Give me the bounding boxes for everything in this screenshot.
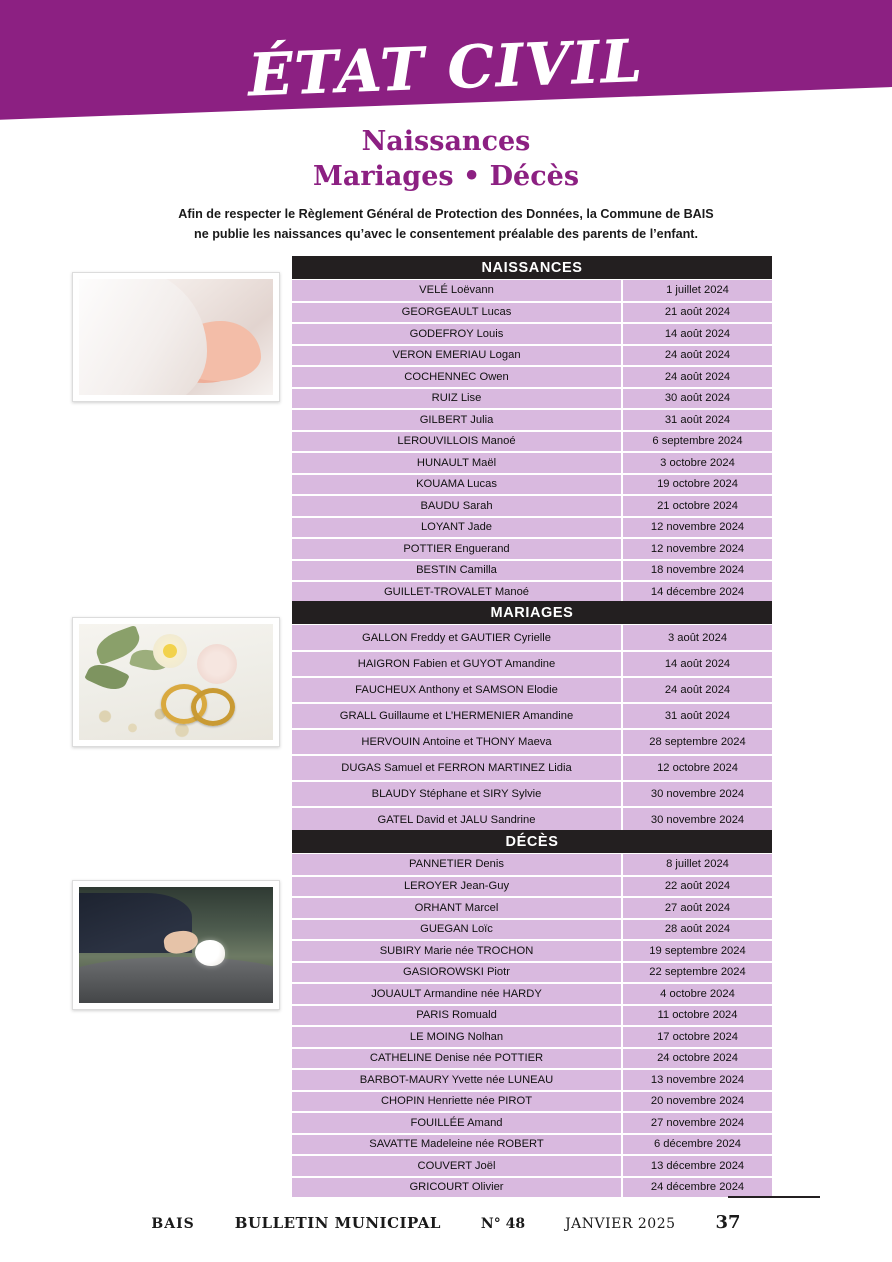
wedding-rings-photo [72,617,280,747]
table-row [292,729,772,755]
rgpd-note [96,205,796,244]
row-name: RUIZ Lise [292,388,622,410]
footer-rule [728,1196,820,1198]
row-date: 21 octobre 2024 [622,495,772,517]
row-name: BLAUDY Stéphane et SIRY Sylvie [292,781,622,807]
row-date: 24 août 2024 [622,366,772,388]
row-date: 31 août 2024 [622,703,772,729]
row-name: SAVATTE Madeleine née ROBERT [292,1134,622,1156]
row-date: 24 décembre 2024 [622,1177,772,1199]
subtitle-naissances: Naissances [361,126,531,157]
table-row [292,1155,772,1177]
page-banner [0,0,892,132]
row-name: GRALL Guillaume et L’HERMENIER Amandine [292,703,622,729]
row-name: POTTIER Enguerand [292,538,622,560]
funeral-rose-photo [72,880,280,1010]
page-footer [0,1212,892,1233]
table-row [292,876,772,898]
footer-page-number: 37 [715,1212,741,1233]
row-name: FAUCHEUX Anthony et SAMSON Elodie [292,677,622,703]
row-date: 27 novembre 2024 [622,1112,772,1134]
row-name: COCHENNEC Owen [292,366,622,388]
table-row [292,538,772,560]
row-name: GODEFROY Louis [292,323,622,345]
row-date: 14 août 2024 [622,651,772,677]
row-name: ORHANT Marcel [292,897,622,919]
row-date: 24 octobre 2024 [622,1048,772,1070]
row-name: VERON EMERIAU Logan [292,345,622,367]
table-row [292,1069,772,1091]
row-date: 12 novembre 2024 [622,538,772,560]
row-name: CATHELINE Denise née POTTIER [292,1048,622,1070]
row-name: HAIGRON Fabien et GUYOT Amandine [292,651,622,677]
row-name: GUILLET-TROVALET Manoé [292,581,622,603]
table-row [292,651,772,677]
table-row [292,983,772,1005]
table-row [292,388,772,410]
table-row [292,1048,772,1070]
table-row [292,940,772,962]
row-name: GRICOURT Olivier [292,1177,622,1199]
row-name: GEORGEAULT Lucas [292,302,622,324]
row-date: 20 novembre 2024 [622,1091,772,1113]
row-name: BESTIN Camilla [292,560,622,582]
table-row [292,280,772,302]
row-date: 8 juillet 2024 [622,854,772,876]
table-row [292,854,772,876]
row-date: 3 août 2024 [622,625,772,651]
row-date: 30 novembre 2024 [622,807,772,833]
row-name: SUBIRY Marie née TROCHON [292,940,622,962]
table-row [292,495,772,517]
table-naissances [292,280,772,604]
row-name: DUGAS Samuel et FERRON MARTINEZ Lidia [292,755,622,781]
table-row [292,366,772,388]
row-date: 30 août 2024 [622,388,772,410]
row-date: 13 novembre 2024 [622,1069,772,1091]
rgpd-note-line2: ne publie les naissances qu’avec le consentement préalable des parents de l’enfant. [194,226,698,241]
footer-commune: BAIS [151,1216,195,1232]
baby-feet-photo [72,272,280,402]
row-date: 28 septembre 2024 [622,729,772,755]
row-date: 22 août 2024 [622,876,772,898]
row-date: 3 octobre 2024 [622,452,772,474]
row-name: GUEGAN Loïc [292,919,622,941]
row-date: 17 octobre 2024 [622,1026,772,1048]
row-date: 19 septembre 2024 [622,940,772,962]
table-row [292,625,772,651]
row-date: 18 novembre 2024 [622,560,772,582]
footer-bulletin: BULLETIN MUNICIPAL [234,1214,441,1232]
table-row [292,677,772,703]
row-date: 6 décembre 2024 [622,1134,772,1156]
row-date: 11 octobre 2024 [622,1005,772,1027]
row-name: LE MOING Nolhan [292,1026,622,1048]
row-name: JOUAULT Armandine née HARDY [292,983,622,1005]
table-row [292,1177,772,1199]
row-name: HERVOUIN Antoine et THONY Maeva [292,729,622,755]
row-name: PANNETIER Denis [292,854,622,876]
table-row [292,897,772,919]
table-row [292,452,772,474]
row-date: 12 octobre 2024 [622,755,772,781]
row-date: 6 septembre 2024 [622,431,772,453]
row-date: 14 décembre 2024 [622,581,772,603]
section-header-naissances: NAISSANCES [292,256,772,279]
table-deces [292,854,772,1199]
section-subtitles [0,125,892,194]
table-row [292,755,772,781]
row-date: 14 août 2024 [622,323,772,345]
row-date: 21 août 2024 [622,302,772,324]
row-date: 31 août 2024 [622,409,772,431]
table-row [292,1091,772,1113]
footer-date: JANVIER 2025 [565,1216,676,1232]
table-row [292,474,772,496]
table-row [292,560,772,582]
table-row [292,431,772,453]
table-row [292,581,772,603]
row-name: GATEL David et JALU Sandrine [292,807,622,833]
section-header-mariages: MARIAGES [292,601,772,624]
footer-number: N° 48 [480,1216,526,1232]
table-row [292,409,772,431]
row-name: BARBOT-MAURY Yvette née LUNEAU [292,1069,622,1091]
table-row [292,962,772,984]
table-row [292,1026,772,1048]
row-date: 28 août 2024 [622,919,772,941]
table-row [292,323,772,345]
row-name: COUVERT Joël [292,1155,622,1177]
row-name: CHOPIN Henriette née PIROT [292,1091,622,1113]
table-row [292,1112,772,1134]
row-date: 24 août 2024 [622,677,772,703]
table-row [292,345,772,367]
row-date: 13 décembre 2024 [622,1155,772,1177]
row-date: 22 septembre 2024 [622,962,772,984]
subtitle-mariages-deces: Mariages • Décès [312,160,580,192]
row-date: 19 octobre 2024 [622,474,772,496]
table-row [292,1005,772,1027]
row-name: BAUDU Sarah [292,495,622,517]
row-name: LEROUVILLOIS Manoé [292,431,622,453]
row-name: KOUAMA Lucas [292,474,622,496]
row-name: GASIOROWSKI Piotr [292,962,622,984]
row-date: 24 août 2024 [622,345,772,367]
table-row [292,302,772,324]
table-row [292,1134,772,1156]
row-date: 30 novembre 2024 [622,781,772,807]
table-row [292,919,772,941]
row-name: HUNAULT Maël [292,452,622,474]
rgpd-note-line1: Afin de respecter le Règlement Général de Protection des Données, la Commune de BAIS [178,207,714,221]
row-date: 27 août 2024 [622,897,772,919]
row-name: VELÉ Loëvann [292,280,622,302]
row-name: LOYANT Jade [292,517,622,539]
row-name: GALLON Freddy et GAUTIER Cyrielle [292,625,622,651]
row-name: PARIS Romuald [292,1005,622,1027]
row-name: FOUILLÉE Amand [292,1112,622,1134]
page-title: ÉTAT CIVIL [247,26,645,110]
row-date: 1 juillet 2024 [622,280,772,302]
section-header-deces: DÉCÈS [292,830,772,853]
table-mariages [292,625,772,834]
table-row [292,781,772,807]
table-row [292,517,772,539]
row-name: LEROYER Jean-Guy [292,876,622,898]
row-name: GILBERT Julia [292,409,622,431]
table-row [292,703,772,729]
row-date: 4 octobre 2024 [622,983,772,1005]
row-date: 12 novembre 2024 [622,517,772,539]
